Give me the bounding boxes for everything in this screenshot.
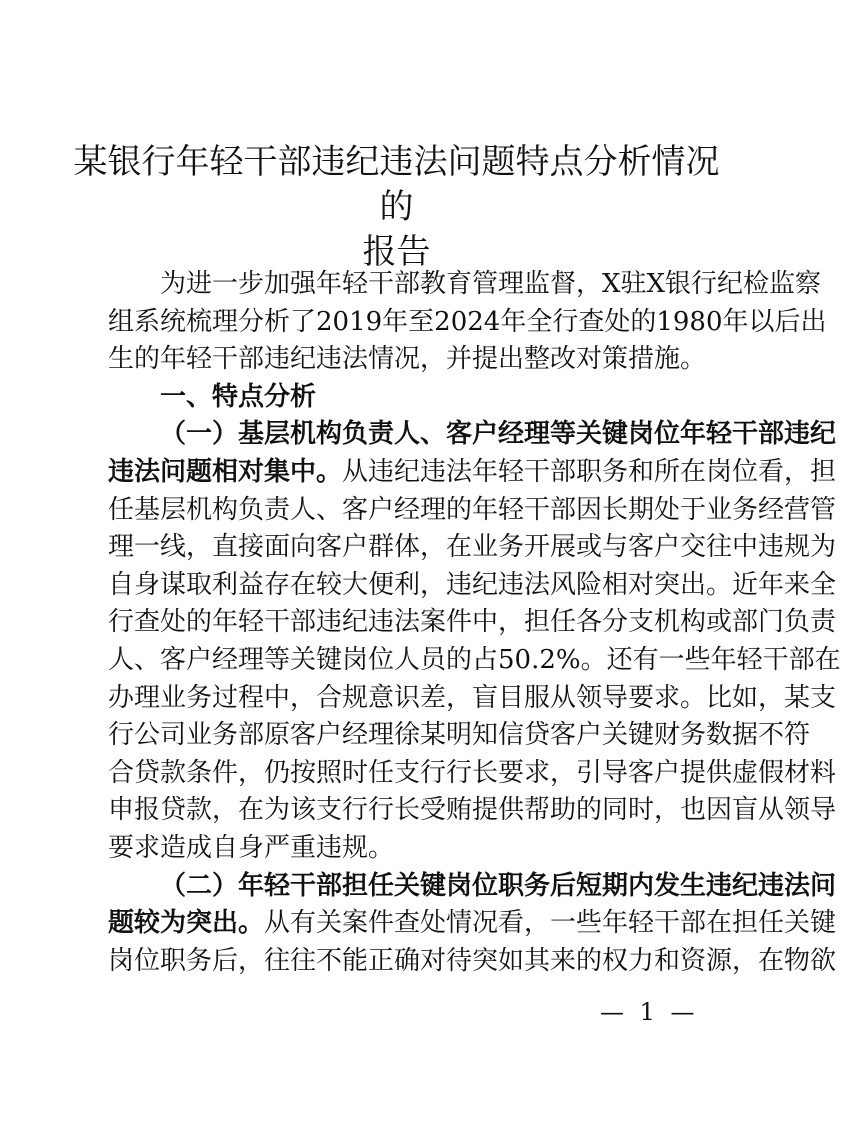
line-text: 自身谋取利益存在较大便利，违纪违法风险相对突出。近年来全 [108,569,837,600]
line-text: 岗位职务后，往往不能正确对待突如其来的权力和资源，在物欲 [108,945,837,976]
title-line-2: 报告 [362,232,431,272]
line-text: 人、客户经理等关键岗位人员的占50.2%。还有一些年轻干部在 [108,644,841,675]
line-text: 办理业务过程中，合规意识差，盲目服从领导要求。比如，某支 [108,682,837,713]
line-text: 任基层机构负责人、客户经理的年轻干部因长期处于业务经营管 [108,494,837,525]
line-text: 理一线，直接面向客户群体，在业务开展或与客户交往中违规为 [108,532,837,563]
section-heading [108,379,692,417]
bold-text: 题较为突出。 [108,908,265,939]
line-text: 要求造成自身严重违规。 [108,832,395,863]
paragraph-line [108,567,837,605]
document-title [60,140,733,275]
paragraph-line [108,830,692,868]
paragraph-line [108,755,837,793]
line-text: 组系统梳理分析了2019年至2024年全行查处的1980年以后出 [108,306,827,337]
intro-line [108,341,707,379]
subheading-line [108,416,837,454]
line-text: 行查处的年轻干部违纪违法案件中，担任各分支机构或部门负责 [108,607,837,638]
paragraph-line [108,905,837,943]
paragraph-line [108,717,811,755]
page-number: — 1 — [600,998,699,1026]
bold-text: （二）年轻干部担任关键岗位职务后短期内发生违纪违法问 [160,870,837,901]
line-text: 从有关案件查处情况看，一些年轻干部在担任关键 [264,908,837,939]
paragraph-line [108,680,837,718]
paragraph-line [108,943,837,981]
paragraph-line [108,454,837,492]
subheading-line [108,868,837,906]
line-text: 合贷款条件，仍按照时任支行行长要求，引导客户提供虚假材料 [108,757,837,788]
line-text: 申报贷款，在为该支行行长受贿提供帮助的同时，也因盲从领导 [108,795,837,826]
paragraph-line [108,492,837,530]
line-text: 为进一步加强年轻干部教育管理监督，X驻X银行纪检监察 [160,269,822,299]
intro-line [108,304,827,342]
line-text: 行公司业务部原客户经理徐某明知信贷客户关键财务数据不符 [108,720,811,751]
paragraph-line [108,604,837,642]
title-line-1: 某银行年轻干部违纪违法问题特点分析情况的 [73,142,720,227]
paragraph-line [108,792,837,830]
line-text: 从违纪违法年轻干部职务和所在岗位看，担 [342,456,837,487]
intro-line [108,266,822,304]
bold-text: 违法问题相对集中。 [108,456,343,487]
bold-text: （一）基层机构负责人、客户经理等关键岗位年轻干部违纪 [160,419,837,450]
document-body [108,266,841,980]
paragraph-line [108,529,837,567]
paragraph-line [108,642,841,680]
line-text: 生的年轻干部违纪违法情况，并提出整改对策措施。 [108,344,707,375]
heading-text: 一、特点分析 [160,381,317,412]
